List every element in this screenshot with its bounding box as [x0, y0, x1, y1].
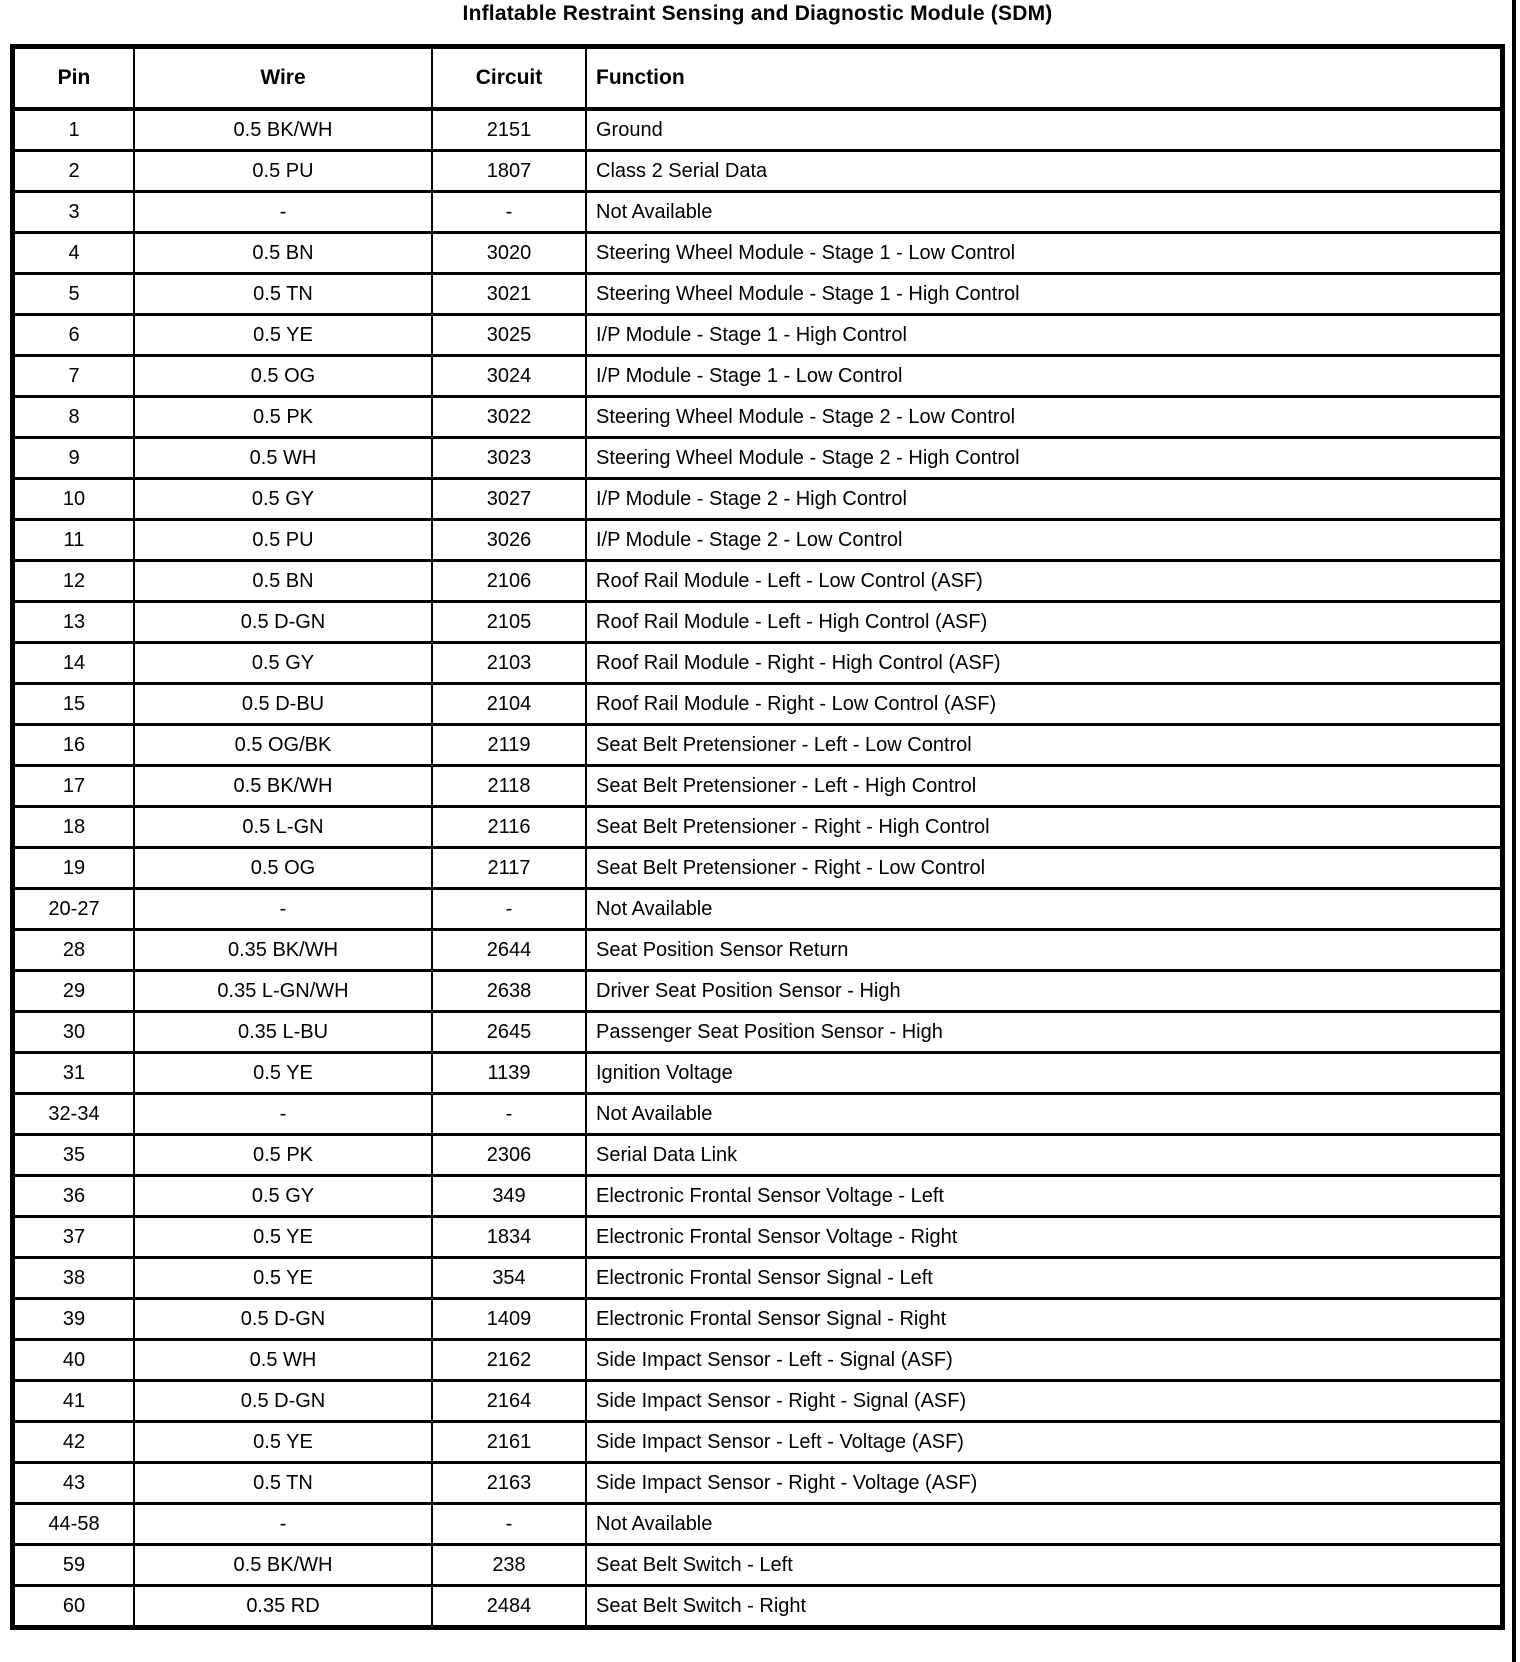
table-row: [13, 1012, 1503, 1053]
function-cell: Seat Belt Pretensioner - Right - High Control: [586, 807, 1503, 848]
circuit-cell: 3020: [432, 233, 586, 274]
wire-cell: 0.5 OG: [134, 848, 432, 889]
wire-cell: 0.5 BK/WH: [134, 1545, 432, 1586]
pin-cell: 18: [13, 807, 135, 848]
column-header-function: Function: [586, 47, 1503, 110]
function-cell: I/P Module - Stage 1 - High Control: [586, 315, 1503, 356]
circuit-cell: 2164: [432, 1381, 586, 1422]
pin-cell: 11: [13, 520, 135, 561]
pin-cell: 30: [13, 1012, 135, 1053]
function-cell: Not Available: [586, 1094, 1503, 1135]
circuit-cell: 2119: [432, 725, 586, 766]
wire-cell: 0.5 TN: [134, 274, 432, 315]
table-row: [13, 438, 1503, 479]
function-cell: Serial Data Link: [586, 1135, 1503, 1176]
pin-cell: 5: [13, 274, 135, 315]
circuit-cell: 3027: [432, 479, 586, 520]
circuit-cell: 2161: [432, 1422, 586, 1463]
wire-cell: 0.35 BK/WH: [134, 930, 432, 971]
pin-cell: 10: [13, 479, 135, 520]
table-row: [13, 766, 1503, 807]
pin-cell: 36: [13, 1176, 135, 1217]
function-cell: Passenger Seat Position Sensor - High: [586, 1012, 1503, 1053]
circuit-cell: 2117: [432, 848, 586, 889]
table-row: [13, 1504, 1503, 1545]
circuit-cell: 1807: [432, 151, 586, 192]
table-row: [13, 1340, 1503, 1381]
circuit-cell: 3021: [432, 274, 586, 315]
pin-cell: 43: [13, 1463, 135, 1504]
function-cell: Roof Rail Module - Right - Low Control (ASF): [586, 684, 1503, 725]
pin-cell: 14: [13, 643, 135, 684]
circuit-cell: 2163: [432, 1463, 586, 1504]
function-cell: Side Impact Sensor - Right - Voltage (ASF): [586, 1463, 1503, 1504]
wire-cell: 0.5 OG: [134, 356, 432, 397]
circuit-cell: 3026: [432, 520, 586, 561]
wire-cell: 0.35 L-BU: [134, 1012, 432, 1053]
circuit-cell: 3024: [432, 356, 586, 397]
pin-cell: 60: [13, 1586, 135, 1628]
function-cell: Steering Wheel Module - Stage 1 - High Control: [586, 274, 1503, 315]
wire-cell: -: [134, 889, 432, 930]
wire-cell: -: [134, 192, 432, 233]
table-row: [13, 930, 1503, 971]
table-row: [13, 1586, 1503, 1628]
column-header-pin: Pin: [13, 47, 135, 110]
wire-cell: 0.5 PK: [134, 397, 432, 438]
table-row: [13, 1299, 1503, 1340]
pin-cell: 29: [13, 971, 135, 1012]
circuit-cell: -: [432, 1504, 586, 1545]
function-cell: Steering Wheel Module - Stage 1 - Low Control: [586, 233, 1503, 274]
table-row: [13, 1053, 1503, 1094]
function-cell: Driver Seat Position Sensor - High: [586, 971, 1503, 1012]
wire-cell: 0.5 YE: [134, 1422, 432, 1463]
circuit-cell: 1409: [432, 1299, 586, 1340]
wire-cell: 0.5 BK/WH: [134, 109, 432, 151]
wire-cell: 0.5 BN: [134, 561, 432, 602]
wire-cell: -: [134, 1094, 432, 1135]
table-row: [13, 397, 1503, 438]
table-body: [13, 109, 1503, 1628]
pin-cell: 20-27: [13, 889, 135, 930]
circuit-cell: 3025: [432, 315, 586, 356]
function-cell: Steering Wheel Module - Stage 2 - High Control: [586, 438, 1503, 479]
table-row: [13, 1258, 1503, 1299]
wire-cell: 0.5 WH: [134, 1340, 432, 1381]
circuit-cell: 2106: [432, 561, 586, 602]
function-cell: I/P Module - Stage 2 - Low Control: [586, 520, 1503, 561]
function-cell: I/P Module - Stage 1 - Low Control: [586, 356, 1503, 397]
function-cell: Seat Belt Pretensioner - Right - Low Control: [586, 848, 1503, 889]
table-row: [13, 725, 1503, 766]
wire-cell: 0.5 WH: [134, 438, 432, 479]
table-row: [13, 233, 1503, 274]
circuit-cell: 3023: [432, 438, 586, 479]
page-frame-right-border: [1512, 0, 1516, 1662]
table-row: [13, 109, 1503, 151]
wire-cell: 0.5 GY: [134, 479, 432, 520]
function-cell: Not Available: [586, 1504, 1503, 1545]
wire-cell: 0.5 D-GN: [134, 1381, 432, 1422]
function-cell: Seat Belt Switch - Right: [586, 1586, 1503, 1628]
pin-cell: 7: [13, 356, 135, 397]
table-header: [13, 47, 1503, 110]
circuit-cell: -: [432, 889, 586, 930]
function-cell: Seat Belt Pretensioner - Left - High Control: [586, 766, 1503, 807]
circuit-cell: 1139: [432, 1053, 586, 1094]
pin-cell: 38: [13, 1258, 135, 1299]
circuit-cell: 2116: [432, 807, 586, 848]
wire-cell: -: [134, 1504, 432, 1545]
function-cell: I/P Module - Stage 2 - High Control: [586, 479, 1503, 520]
pin-cell: 12: [13, 561, 135, 602]
pin-cell: 31: [13, 1053, 135, 1094]
pin-cell: 19: [13, 848, 135, 889]
function-cell: Seat Belt Pretensioner - Left - Low Control: [586, 725, 1503, 766]
pin-cell: 42: [13, 1422, 135, 1463]
wire-cell: 0.5 PU: [134, 520, 432, 561]
pin-cell: 2: [13, 151, 135, 192]
table-row: [13, 192, 1503, 233]
pin-cell: 16: [13, 725, 135, 766]
column-header-circuit: Circuit: [432, 47, 586, 110]
circuit-cell: 2484: [432, 1586, 586, 1628]
circuit-cell: 354: [432, 1258, 586, 1299]
table-row: [13, 1545, 1503, 1586]
circuit-cell: 2644: [432, 930, 586, 971]
wire-cell: 0.5 GY: [134, 1176, 432, 1217]
function-cell: Side Impact Sensor - Left - Signal (ASF): [586, 1340, 1503, 1381]
function-cell: Not Available: [586, 192, 1503, 233]
sdm-pinout-table: [10, 44, 1505, 1630]
page-title: Inflatable Restraint Sensing and Diagnostic Module (SDM): [462, 2, 1053, 25]
function-cell: Roof Rail Module - Left - Low Control (ASF): [586, 561, 1503, 602]
table-row: [13, 274, 1503, 315]
function-cell: Not Available: [586, 889, 1503, 930]
table-row: [13, 1463, 1503, 1504]
pin-cell: 32-34: [13, 1094, 135, 1135]
table-row: [13, 807, 1503, 848]
function-cell: Side Impact Sensor - Left - Voltage (ASF): [586, 1422, 1503, 1463]
table-row: [13, 1176, 1503, 1217]
table-row: [13, 561, 1503, 602]
table-row: [13, 151, 1503, 192]
pin-cell: 9: [13, 438, 135, 479]
wire-cell: 0.35 L-GN/WH: [134, 971, 432, 1012]
wire-cell: 0.5 OG/BK: [134, 725, 432, 766]
column-header-wire: Wire: [134, 47, 432, 110]
function-cell: Roof Rail Module - Right - High Control (ASF): [586, 643, 1503, 684]
wire-cell: 0.5 D-GN: [134, 1299, 432, 1340]
wire-cell: 0.5 YE: [134, 315, 432, 356]
circuit-cell: 349: [432, 1176, 586, 1217]
wire-cell: 0.5 YE: [134, 1258, 432, 1299]
function-cell: Electronic Frontal Sensor Signal - Right: [586, 1299, 1503, 1340]
table-row: [13, 684, 1503, 725]
table-row: [13, 315, 1503, 356]
pin-cell: 13: [13, 602, 135, 643]
circuit-cell: 2105: [432, 602, 586, 643]
pin-cell: 4: [13, 233, 135, 274]
function-cell: Side Impact Sensor - Right - Signal (ASF): [586, 1381, 1503, 1422]
circuit-cell: 2645: [432, 1012, 586, 1053]
pin-cell: 44-58: [13, 1504, 135, 1545]
wire-cell: 0.5 BK/WH: [134, 766, 432, 807]
function-cell: Electronic Frontal Sensor Voltage - Left: [586, 1176, 1503, 1217]
table-header-row: [13, 47, 1503, 110]
function-cell: Ground: [586, 109, 1503, 151]
wire-cell: 0.5 PK: [134, 1135, 432, 1176]
circuit-cell: 238: [432, 1545, 586, 1586]
table-row: [13, 602, 1503, 643]
pin-cell: 15: [13, 684, 135, 725]
wire-cell: 0.35 RD: [134, 1586, 432, 1628]
table-row: [13, 520, 1503, 561]
pin-cell: 1: [13, 109, 135, 151]
function-cell: Steering Wheel Module - Stage 2 - Low Control: [586, 397, 1503, 438]
function-cell: Class 2 Serial Data: [586, 151, 1503, 192]
circuit-cell: 2118: [432, 766, 586, 807]
wire-cell: 0.5 TN: [134, 1463, 432, 1504]
wire-cell: 0.5 D-BU: [134, 684, 432, 725]
circuit-cell: -: [432, 1094, 586, 1135]
circuit-cell: -: [432, 192, 586, 233]
wire-cell: 0.5 D-GN: [134, 602, 432, 643]
wire-cell: 0.5 PU: [134, 151, 432, 192]
table-row: [13, 889, 1503, 930]
pin-cell: 6: [13, 315, 135, 356]
table-row: [13, 1094, 1503, 1135]
pin-cell: 37: [13, 1217, 135, 1258]
pin-cell: 3: [13, 192, 135, 233]
wire-cell: 0.5 YE: [134, 1217, 432, 1258]
table-row: [13, 643, 1503, 684]
pin-cell: 41: [13, 1381, 135, 1422]
table-row: [13, 1381, 1503, 1422]
circuit-cell: 2638: [432, 971, 586, 1012]
table-row: [13, 479, 1503, 520]
pin-cell: 40: [13, 1340, 135, 1381]
circuit-cell: 2151: [432, 109, 586, 151]
circuit-cell: 2162: [432, 1340, 586, 1381]
table-row: [13, 971, 1503, 1012]
circuit-cell: 2103: [432, 643, 586, 684]
circuit-cell: 2104: [432, 684, 586, 725]
wire-cell: 0.5 L-GN: [134, 807, 432, 848]
wire-cell: 0.5 BN: [134, 233, 432, 274]
pin-cell: 17: [13, 766, 135, 807]
table-row: [13, 356, 1503, 397]
table-row: [13, 1422, 1503, 1463]
function-cell: Seat Position Sensor Return: [586, 930, 1503, 971]
pin-cell: 35: [13, 1135, 135, 1176]
pin-cell: 59: [13, 1545, 135, 1586]
circuit-cell: 2306: [432, 1135, 586, 1176]
table-row: [13, 1217, 1503, 1258]
function-cell: Seat Belt Switch - Left: [586, 1545, 1503, 1586]
table-row: [13, 1135, 1503, 1176]
pin-cell: 8: [13, 397, 135, 438]
circuit-cell: 3022: [432, 397, 586, 438]
function-cell: Electronic Frontal Sensor Voltage - Right: [586, 1217, 1503, 1258]
pin-cell: 39: [13, 1299, 135, 1340]
function-cell: Ignition Voltage: [586, 1053, 1503, 1094]
function-cell: Electronic Frontal Sensor Signal - Left: [586, 1258, 1503, 1299]
wire-cell: 0.5 GY: [134, 643, 432, 684]
function-cell: Roof Rail Module - Left - High Control (ASF): [586, 602, 1503, 643]
wire-cell: 0.5 YE: [134, 1053, 432, 1094]
circuit-cell: 1834: [432, 1217, 586, 1258]
table-row: [13, 848, 1503, 889]
pin-cell: 28: [13, 930, 135, 971]
